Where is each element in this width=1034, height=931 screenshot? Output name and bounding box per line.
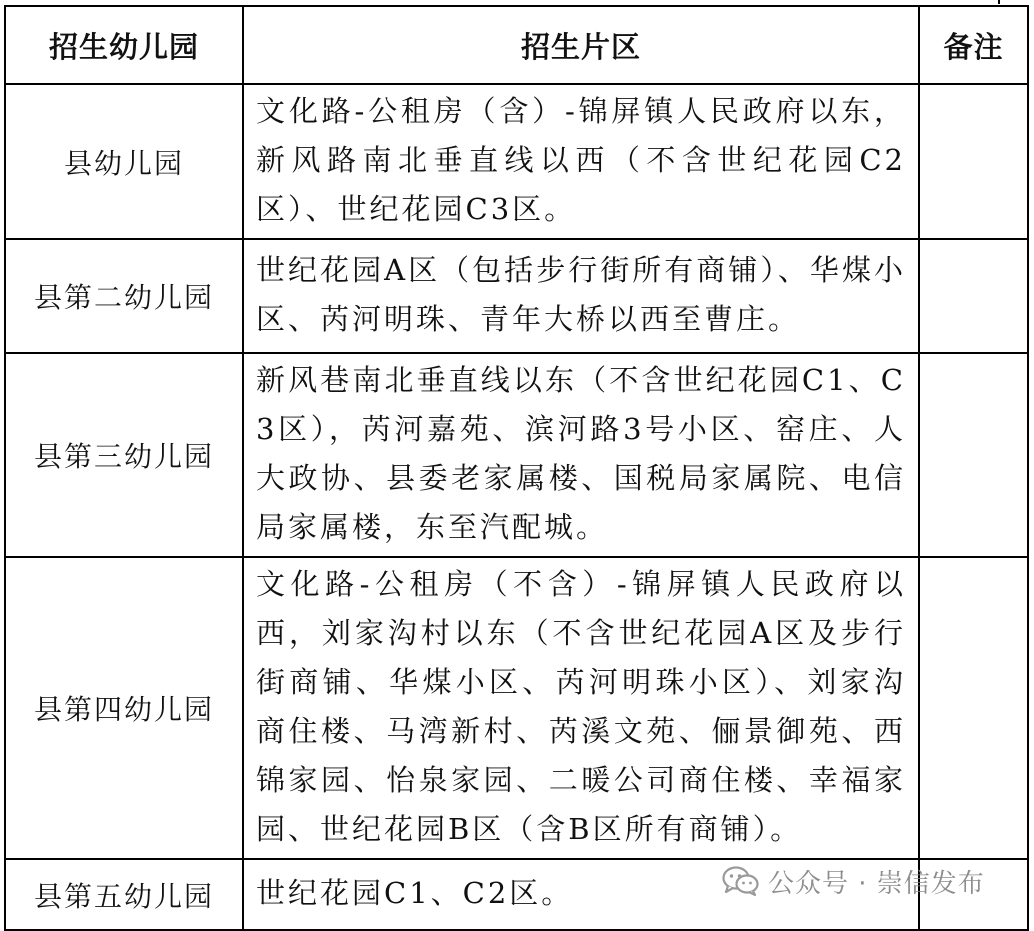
cell-note [919, 353, 1028, 557]
header-area: 招生片区 [243, 6, 919, 84]
cell-area: 世纪花园C1、C2区。 [243, 859, 919, 930]
cell-school: 县第五幼儿园 [5, 859, 243, 930]
cell-school: 县幼儿园 [5, 84, 243, 239]
cell-note [919, 239, 1028, 353]
table-row [5, 557, 1028, 859]
table-row [5, 353, 1028, 557]
watermark-text: 公众号 · 崇信发布 [768, 868, 985, 899]
cell-school: 县第二幼儿园 [5, 239, 243, 353]
header-note: 备注 [919, 6, 1028, 84]
table-row [5, 239, 1028, 353]
wechat-icon [722, 865, 760, 897]
header-school: 招生幼儿园 [5, 6, 243, 84]
corner-tick [998, 0, 1000, 4]
cell-area: 新风巷南北垂直线以东（不含世纪花园C1、C3区），芮河嘉苑、滨河路3号小区、窑庄、人大政协、县委老家属楼、国税局家属院、电信局家属楼，东至汽配城。 [243, 353, 919, 557]
table-header-row [5, 6, 1028, 84]
cell-school: 县第三幼儿园 [5, 353, 243, 557]
enrollment-table [4, 5, 1029, 931]
cell-area: 世纪花园A区（包括步行街所有商铺）、华煤小区、芮河明珠、青年大桥以西至曹庄。 [243, 239, 919, 353]
cell-school: 县第四幼儿园 [5, 557, 243, 859]
watermark [722, 861, 985, 901]
table-row [5, 84, 1028, 239]
cell-note [919, 84, 1028, 239]
cell-area: 文化路-公租房（含）-锦屏镇人民政府以东，新风路南北垂直线以西（不含世纪花园C2区）、世纪花园C3区。 [243, 84, 919, 239]
cell-area: 文化路-公租房（不含）-锦屏镇人民政府以西，刘家沟村以东（不含世纪花园A区及步行街商铺、华煤小区、芮河明珠小区）、刘家沟商住楼、马湾新村、芮溪文苑、俪景御苑、西锦家园、怡泉家园、二暖公司商住楼、幸福家园、世纪花园B区（含B区所有商铺）。 [243, 557, 919, 859]
cell-note [919, 557, 1028, 859]
